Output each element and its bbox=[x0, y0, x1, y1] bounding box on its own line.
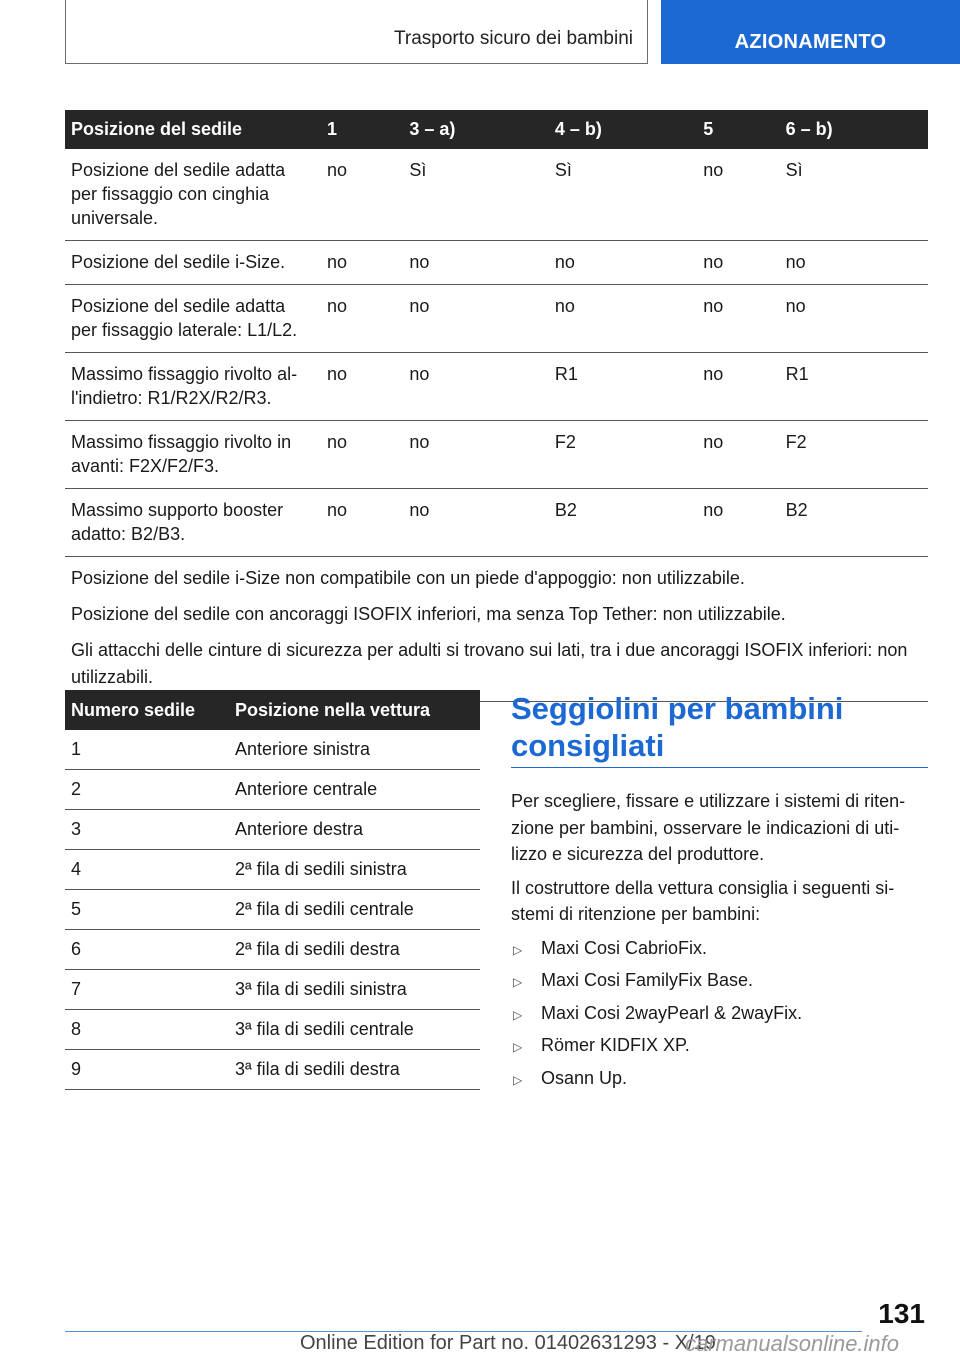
table-cell: Anteriore centrale bbox=[229, 770, 480, 810]
table-cell: no bbox=[697, 285, 779, 353]
table-cell: Posizione del sedile adatta per fissaggio laterale: L1/L2. bbox=[65, 285, 321, 353]
table-cell: Anteriore sinistra bbox=[229, 730, 480, 770]
column-header: Posizione nella vettura bbox=[229, 690, 480, 730]
table-cell: no bbox=[697, 489, 779, 557]
table-cell: 1 bbox=[65, 730, 229, 770]
table-cell: no bbox=[321, 489, 403, 557]
table-row bbox=[65, 489, 928, 557]
section-body bbox=[511, 788, 928, 1097]
table-row bbox=[65, 850, 480, 890]
triangle-bullet-icon: ▷ bbox=[513, 975, 523, 989]
table-cell: no bbox=[697, 421, 779, 489]
table-note: Posizione del sedile i-Size non compatibile con un piede d'appoggio: non utilizzabile. bbox=[71, 568, 745, 588]
table-cell: B2 bbox=[549, 489, 697, 557]
column-header: Posizione del sedile bbox=[65, 110, 321, 149]
table-cell: no bbox=[321, 285, 403, 353]
table-cell: F2 bbox=[549, 421, 697, 489]
table-header-row bbox=[65, 110, 928, 149]
table-cell: Sì bbox=[549, 149, 697, 241]
table-cell: B2 bbox=[780, 489, 928, 557]
triangle-bullet-icon: ▷ bbox=[513, 1007, 523, 1022]
table-row bbox=[65, 730, 480, 770]
list-item-label: Maxi Cosi 2wayPearl & 2wayFix. bbox=[541, 1002, 803, 1023]
list-item bbox=[511, 1000, 928, 1033]
table-row bbox=[65, 285, 928, 353]
section-title: Seggiolini per bambini consigliati bbox=[511, 691, 844, 763]
table-cell: 5 bbox=[65, 890, 229, 930]
table-cell: no bbox=[403, 421, 549, 489]
table-cell: no bbox=[403, 241, 549, 285]
list-item bbox=[511, 967, 928, 1000]
table-row bbox=[65, 970, 480, 1010]
table-note: Gli attacchi delle cinture di sicurezza per adulti si trovano sui lati, tra i due ancoraggi ISOFIX inferiori: non utilizzabili. bbox=[71, 640, 908, 687]
table-row bbox=[65, 1010, 480, 1050]
table-row bbox=[65, 421, 928, 489]
table-cell: 7 bbox=[65, 970, 229, 1010]
table-cell: Anteriore destra bbox=[229, 810, 480, 850]
section-paragraph: Per scegliere, fissare e utilizzare i sistemi di riten-zione per bambini, osservare le indicazioni di uti-lizzo e sicurezza del produttore. bbox=[511, 791, 906, 864]
table-row bbox=[65, 770, 480, 810]
section-title-rule bbox=[511, 767, 928, 768]
column-header: 6 – b) bbox=[780, 110, 928, 149]
table-cell: no bbox=[780, 241, 928, 285]
table-cell: no bbox=[549, 241, 697, 285]
table-header-row bbox=[65, 690, 480, 730]
table-cell: Sì bbox=[403, 149, 549, 241]
table-cell: no bbox=[321, 353, 403, 421]
table-notes-row bbox=[65, 557, 928, 702]
list-item bbox=[511, 935, 928, 968]
column-header: 1 bbox=[321, 110, 403, 149]
table-cell: no bbox=[403, 489, 549, 557]
table-cell: Massimo fissaggio rivolto al-l'indietro: R1/R2X/R2/R3. bbox=[65, 353, 321, 421]
table-cell: 4 bbox=[65, 850, 229, 890]
table-cell: 3ª fila di sedili centrale bbox=[229, 1010, 480, 1050]
table-cell: no bbox=[697, 241, 779, 285]
table-cell: 2ª fila di sedili centrale bbox=[229, 890, 480, 930]
table-row bbox=[65, 1050, 480, 1090]
footer-watermark: carmanualsonline.info bbox=[685, 1331, 900, 1356]
table-cell: 6 bbox=[65, 930, 229, 970]
table-cell: R1 bbox=[780, 353, 928, 421]
table-cell: F2 bbox=[780, 421, 928, 489]
triangle-bullet-icon: ▷ bbox=[513, 942, 523, 957]
table-row bbox=[65, 149, 928, 241]
table-cell: no bbox=[321, 241, 403, 285]
table-cell: 9 bbox=[65, 1050, 229, 1090]
footer-edition: Online Edition for Part no. 01402631293 - X/19 bbox=[300, 1332, 716, 1354]
column-header: Numero sedile bbox=[65, 690, 229, 730]
table-cell: no bbox=[697, 149, 779, 241]
table-cell: no bbox=[549, 285, 697, 353]
column-header: 5 bbox=[697, 110, 779, 149]
table-cell: 2ª fila di sedili sinistra bbox=[229, 850, 480, 890]
header-section-box bbox=[65, 0, 648, 64]
table-cell: no bbox=[403, 353, 549, 421]
table-notes bbox=[65, 557, 928, 702]
table-row bbox=[65, 890, 480, 930]
table-row bbox=[65, 353, 928, 421]
column-header: 4 – b) bbox=[549, 110, 697, 149]
column-header: 3 – a) bbox=[403, 110, 549, 149]
table-cell: no bbox=[697, 353, 779, 421]
table-cell: no bbox=[321, 421, 403, 489]
list-item-label: Osann Up. bbox=[541, 1067, 628, 1088]
triangle-bullet-icon: ▷ bbox=[513, 1040, 523, 1054]
list-item bbox=[511, 1032, 928, 1065]
section-paragraph: Il costruttore della vettura consiglia i seguenti si-stemi di ritenzione per bambini: bbox=[511, 877, 895, 924]
table-cell: 3ª fila di sedili sinistra bbox=[229, 970, 480, 1010]
table-cell: Posizione del sedile i-Size. bbox=[65, 241, 321, 285]
table-cell: no bbox=[780, 285, 928, 353]
table-cell: Massimo fissaggio rivolto in avanti: F2X/F2/F3. bbox=[65, 421, 321, 489]
header-chapter-tab: AZIONAMENTO bbox=[661, 0, 960, 64]
table-cell: 2 bbox=[65, 770, 229, 810]
table-cell: Massimo supporto booster adatto: B2/B3. bbox=[65, 489, 321, 557]
table-cell: Sì bbox=[780, 149, 928, 241]
table-cell: Posizione del sedile adatta per fissaggio con cinghia universale. bbox=[65, 149, 321, 241]
table-note: Posizione del sedile con ancoraggi ISOFIX inferiori, ma senza Top Tether: non utilizzabile. bbox=[71, 604, 786, 624]
list-item-label: Römer KIDFIX XP. bbox=[541, 1035, 690, 1055]
table-row bbox=[65, 241, 928, 285]
table-cell: no bbox=[321, 149, 403, 241]
header-section-title: Trasporto sicuro dei bambini bbox=[393, 28, 633, 49]
list-item-label: Maxi Cosi FamilyFix Base. bbox=[541, 970, 754, 990]
table-cell: 3ª fila di sedili destra bbox=[229, 1050, 480, 1090]
seat-number-table bbox=[65, 690, 480, 1090]
recommended-seats-list bbox=[511, 935, 928, 1098]
triangle-bullet-icon: ▷ bbox=[513, 1072, 523, 1087]
table-cell: 2ª fila di sedili destra bbox=[229, 930, 480, 970]
page-number: 131 bbox=[878, 1298, 925, 1329]
table-cell: no bbox=[403, 285, 549, 353]
seat-suitability-table bbox=[65, 110, 928, 702]
list-item bbox=[511, 1065, 928, 1098]
list-item-label: Maxi Cosi CabrioFix. bbox=[541, 937, 708, 958]
table-cell: R1 bbox=[549, 353, 697, 421]
table-row bbox=[65, 810, 480, 850]
table-row bbox=[65, 930, 480, 970]
table-cell: 3 bbox=[65, 810, 229, 850]
table-cell: 8 bbox=[65, 1010, 229, 1050]
